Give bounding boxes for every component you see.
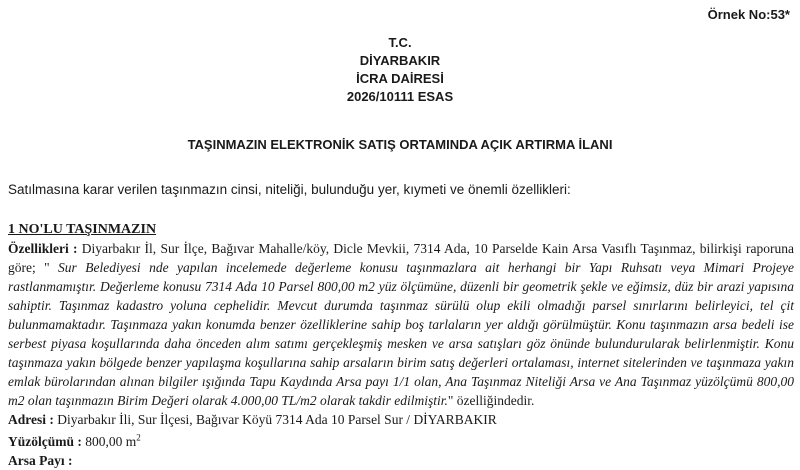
area-label: Yüzölçümü :: [8, 434, 82, 449]
area-unit-superscript: 2: [136, 432, 141, 443]
features-appraisal-text: Sur Belediyesi nde yapılan incelemede değerleme konusu taşınmazlara ait herhangi bir Yapı Ruhsatı veya Mimari Projeye rastlanmamıştır. Değerleme konusu 7314 Ada 10 Parsel 800,00 m2 yüz ölçümüne, düzenli bir geometrik şekle ve eğimsiz, düz bir arazi yapısına sahiptir. Taşınmaz kadastro yoluna cephelidir. Mevcut durumda taşınmaz sürülü olup ekili olmadığı parsel sınırlarını belirleyici, tel çit bulunmamaktadır. Taşınmaza yakın konumda benzer özelliklerine sahip boş tarlaların yer aldığı görülmüştür. Konu taşınmazın arsa bedeli ise serbest piyasa koşullarında daha önceden alım satımı gerçekleşmiş mesken ve arsa satışları göz önünde bulundurularak belirlenmiştir. Konu taşınmaza yakın bölgede benzer yapılaşma koşullarına sahip arsaların birim satış değerleri ortalaması, internet sitelerinden ve taşınmaza yakın emlak bürolarından alınan bilgiler ışığında Tapu Kaydında Arsa payı 1/1 olan, Ana Taşınmaz Niteliği Arsa ve Ana Taşınmaz yüzölçümü 800,00 m2 olan taşınmazın Birim Değeri olarak 4.000,00 TL/m2 olarak takdir edilmiştir.: [8, 260, 794, 408]
share-label: Arsa Payı :: [8, 453, 73, 468]
document-header: [0, 34, 800, 106]
intro-text: Satılmasına karar verilen taşınmazın cinsi, niteliği, bulunduğu yer, kıymeti ve önemli özellikleri:: [8, 182, 571, 197]
address-label: Adresi :: [8, 412, 54, 427]
property-features: [8, 239, 794, 410]
document-number: Örnek No:53*: [707, 7, 790, 22]
features-label: Özellikleri :: [8, 241, 78, 256]
features-tail: " özelliğindedir.: [447, 393, 535, 408]
property-area: [8, 432, 794, 451]
address-text: Diyarbakır İli, Sur İlçesi, Bağıvar Köyü 7314 Ada 10 Parsel Sur / DİYARBAKIR: [53, 412, 497, 427]
header-city: DİYARBAKIR: [359, 53, 441, 68]
document-title: TAŞINMAZIN ELEKTRONİK SATIŞ ORTAMINDA AÇIK ARTIRMA İLANI: [187, 137, 613, 152]
section-title: 1 NO'LU TAŞINMAZIN: [8, 222, 157, 237]
area-text: 800,00 m: [81, 434, 137, 449]
property-share: [8, 451, 794, 470]
property-address: [8, 410, 794, 429]
header-case-number: 2026/10111 ESAS: [346, 89, 454, 104]
header-country: T.C.: [388, 35, 412, 50]
property-section: [8, 220, 794, 470]
features-text: Diyarbakır İl, Sur İlçe, Bağıvar Mahalle/köy, Dicle Mevkii, 7314 Ada, 10 Parselde Kain Arsa Vasıflı Taşınmaz, bilirkişi raporuna göre; ": [8, 241, 794, 275]
header-office: İCRA DAİRESİ: [356, 71, 444, 86]
